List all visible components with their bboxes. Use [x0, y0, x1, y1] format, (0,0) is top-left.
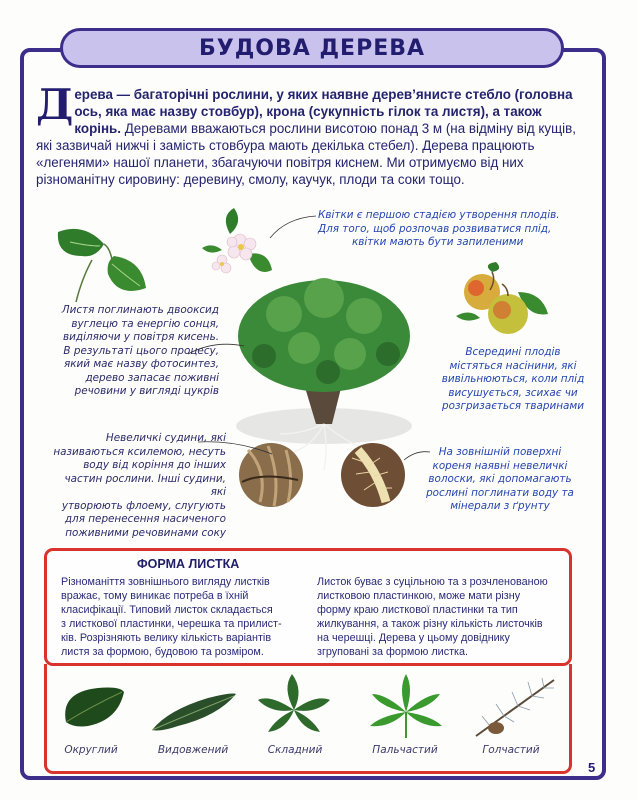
- note-line: для перенесення насиченого: [64, 513, 226, 525]
- text-line: ків. Розрізняють велику кількість варіантів: [61, 632, 272, 644]
- note-roots: [420, 446, 580, 514]
- note-line: Всередині плодів: [465, 346, 561, 358]
- note-line: виділяючи у повітря кисень.: [63, 331, 219, 343]
- elongated-leaf-icon: [148, 690, 238, 734]
- text-line: листковою пластинкою, може мати різну: [317, 590, 521, 602]
- intro-paragraph: [36, 80, 592, 188]
- round-leaf-icon: [58, 682, 128, 732]
- leaf-form-right-text: [317, 575, 571, 659]
- note-line: частин рослини. Інші судини, які: [64, 472, 226, 498]
- text-line: форму краю листкової пластинки та тип: [317, 604, 518, 616]
- note-line: який має назву фотосинтез,: [64, 358, 219, 370]
- text-line: Різноманіття зовнішнього вигляду листків: [61, 576, 270, 588]
- page-title: БУДОВА ДЕРЕВА: [198, 35, 426, 61]
- note-line: містяться насінини, які: [449, 359, 577, 372]
- note-flowers: [318, 209, 578, 250]
- palmate-leaf-icon: [366, 672, 446, 742]
- note-line: воду від коріння до інших: [83, 459, 226, 471]
- pointer-line-roots: [402, 446, 432, 466]
- pointer-line-flowers: [268, 212, 318, 242]
- note-line: Квітки є першою стадією утворення плодів.: [318, 209, 560, 221]
- drop-cap: Д: [36, 80, 74, 129]
- note-line: поживними речовинами соку: [65, 526, 226, 539]
- note-line: Для того, щоб розпочав розвиватися плід,: [318, 222, 552, 235]
- note-line: рослині поглинати воду та: [426, 486, 574, 499]
- note-line: розгризається тваринами: [442, 400, 584, 412]
- leaf-type-needle-label: Голчастий: [482, 744, 540, 756]
- intro-text: Деревами вважаються рослини висотою понад 3 м (на відміну від кущів, які зазвичай нижчі і замість стовбура мають декілька стебел). Дерева працюють «легенями» нашої планети, збагачуючи повітря киснем. Ми отримуємо від них різноманітну сировину: деревину, смолу, каучук, плоди та соки тощо.: [36, 121, 576, 187]
- note-line: Невеличкі судини, які: [105, 432, 226, 444]
- note-line: вуглецю та енергію сонця,: [71, 317, 219, 330]
- note-fruits: [438, 346, 588, 414]
- text-line: згруповані за формою листка.: [317, 646, 469, 658]
- leaf-type-elongated-label: Видовжений: [157, 744, 229, 756]
- note-line: утворюють флоему, слугують: [61, 499, 226, 512]
- leaf-type-round-label: Округлий: [64, 744, 118, 756]
- note-line: На зовнішній поверхні: [438, 446, 562, 458]
- needle-leaf-icon: [470, 672, 560, 742]
- note-line: речовини у вигляді цукрів: [74, 385, 219, 397]
- note-line: висушується, зсихає чи: [448, 386, 578, 399]
- note-line: дерево запасає поживні: [85, 371, 219, 384]
- note-line: волоски, які допомагають: [428, 473, 572, 485]
- note-line: квітки мають бути запиленими: [352, 236, 524, 248]
- root-hairs-closeup-image: [340, 442, 406, 508]
- leaf-form-heading: ФОРМА ЛИСТКА: [137, 557, 240, 571]
- note-line: вивільнюються, коли плід: [441, 373, 585, 385]
- text-line: жилкування, а також різну кількість листочків: [317, 618, 543, 630]
- note-line: називаються ксилемою, несуть: [53, 445, 226, 458]
- text-line: класифікації. Типовий листок складається: [61, 604, 273, 616]
- text-line: на черешці. Дерева у цьому довіднику: [317, 632, 510, 644]
- text-line: з листкової пластинки, черешка та прилист-: [61, 618, 282, 630]
- note-line: мінерали з ґрунту: [450, 500, 550, 512]
- note-line: кореня наявні невеличкі: [432, 459, 568, 472]
- note-line: В результаті цього процесу,: [63, 344, 219, 357]
- text-line: листя за формою, будовою та розміром.: [61, 646, 264, 658]
- title-banner: [60, 28, 564, 68]
- leaf-type-compound-label: Складний: [267, 744, 323, 756]
- pointer-line-vessels: [196, 438, 276, 458]
- text-line: вражає, тому виникає потреба в їхній: [61, 590, 249, 602]
- compound-leaf-icon: [254, 674, 334, 736]
- pointer-line-leaves: [186, 338, 246, 358]
- leaf-type-palmate-label: Пальчастий: [372, 744, 438, 756]
- intro-bold: ерева — багаторічні рослини, у яких наявне дерев’янисте стебло (головна ось, яка має назву стовбур), крона (сукупність гілок та листя), а також корінь.: [74, 87, 573, 136]
- page-number: 5: [588, 760, 596, 775]
- fruit-illustration: [452, 262, 552, 342]
- leaf-form-left-text: [61, 575, 311, 659]
- leaf-illustration: [52, 216, 152, 306]
- note-line: Листя поглинають двооксид: [61, 304, 219, 316]
- leaf-form-box: [44, 548, 572, 666]
- text-line: Листок буває з суцільною та з розчленованою: [317, 576, 548, 588]
